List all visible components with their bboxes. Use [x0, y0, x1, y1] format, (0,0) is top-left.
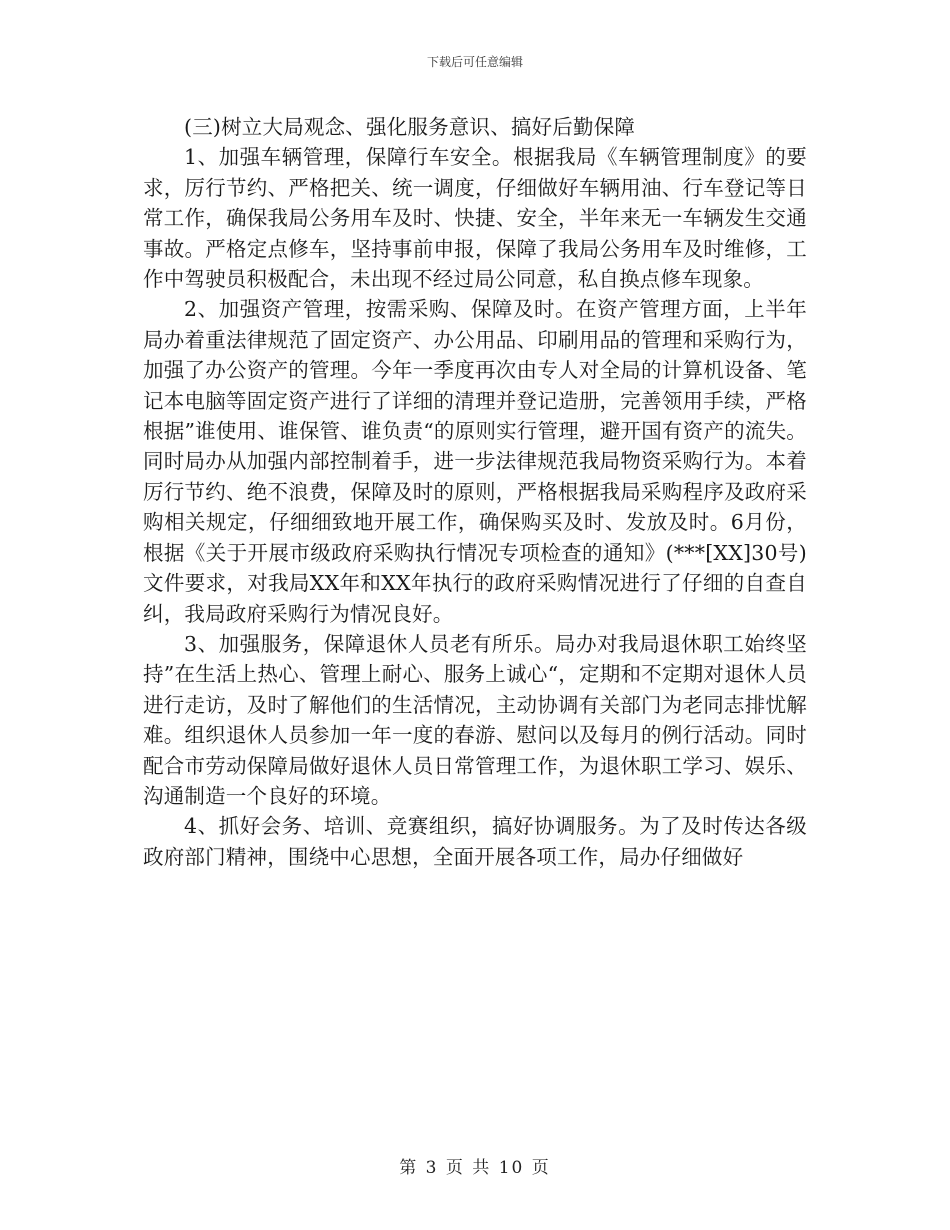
paragraph-retiree-service: 3、加强服务，保障退休人员老有所乐。局办对我局退休职工始终坚持”在生活上热心、管理上耐心、服务上诚心“，定期和不定期对退休人员进行走访，及时了解他们的生活情况，主动协调有关部门为老同志排忧解难。组织退休人员参加一年一度的春游、慰问以及每月的例行活动。同时配合市劳动保障局做好退休人员日常管理工作，为退休职工学习、娱乐、沟通制造一个良好的环境。 [143, 631, 807, 808]
paragraph-asset-management: 2、加强资产管理，按需采购、保障及时。在资产管理方面，上半年局办着重法律规范了固定资产、办公用品、印刷用品的管理和采购行为，加强了办公资产的管理。今年一季度再次由专人对全局的计算机设备、笔记本电脑等固定资产进行了详细的清理并登记造册，完善领用手续，严格根据”谁使用、谁保管、谁负责“的原则实行管理，避开国有资产的流失。同时局办从加强内部控制着手，进一步法律规范我局物资采购行为。本着厉行节约、绝不浪费，保障及时的原则，严格根据我局采购程序及政府采购相关规定，仔细细致地开展工作，确保购买及时、发放及时。6月份，根据《关于开展市级政府采购执行情况专项检查的通知》(***[XX]30号)文件要求，对我局XX年和XX年执行的政府采购情况进行了仔细的自查自纠，我局政府采购行为情况良好。 [143, 297, 807, 626]
paragraph-vehicle-management: 1、加强车辆管理，保障行车安全。根据我局《车辆管理制度》的要求，厉行节约、严格把关、统一调度，仔细做好车辆用油、行车登记等日常工作，确保我局公务用车及时、快捷、安全，半年来无一车辆发生交通事故。严格定点修车，坚持事前申报，保障了我局公务用车及时维修，工作中驾驶员积极配合，未出现不经过局公同意，私自换点修车现象。 [143, 145, 807, 292]
header-note: 下载后可任意编辑 [426, 55, 523, 69]
section-heading: (三)树立大局观念、强化服务意识、搞好后勤保障 [184, 115, 636, 139]
paragraph-meeting-training: 4、抓好会务、培训、竞赛组织，搞好协调服务。为了及时传达各级政府部门精神，围绕中心思想，全面开展各项工作，局办仔细做好 [143, 814, 807, 869]
document-body [143, 112, 807, 872]
page-number-footer: 第 3 页 共 10 页 [399, 1158, 551, 1178]
